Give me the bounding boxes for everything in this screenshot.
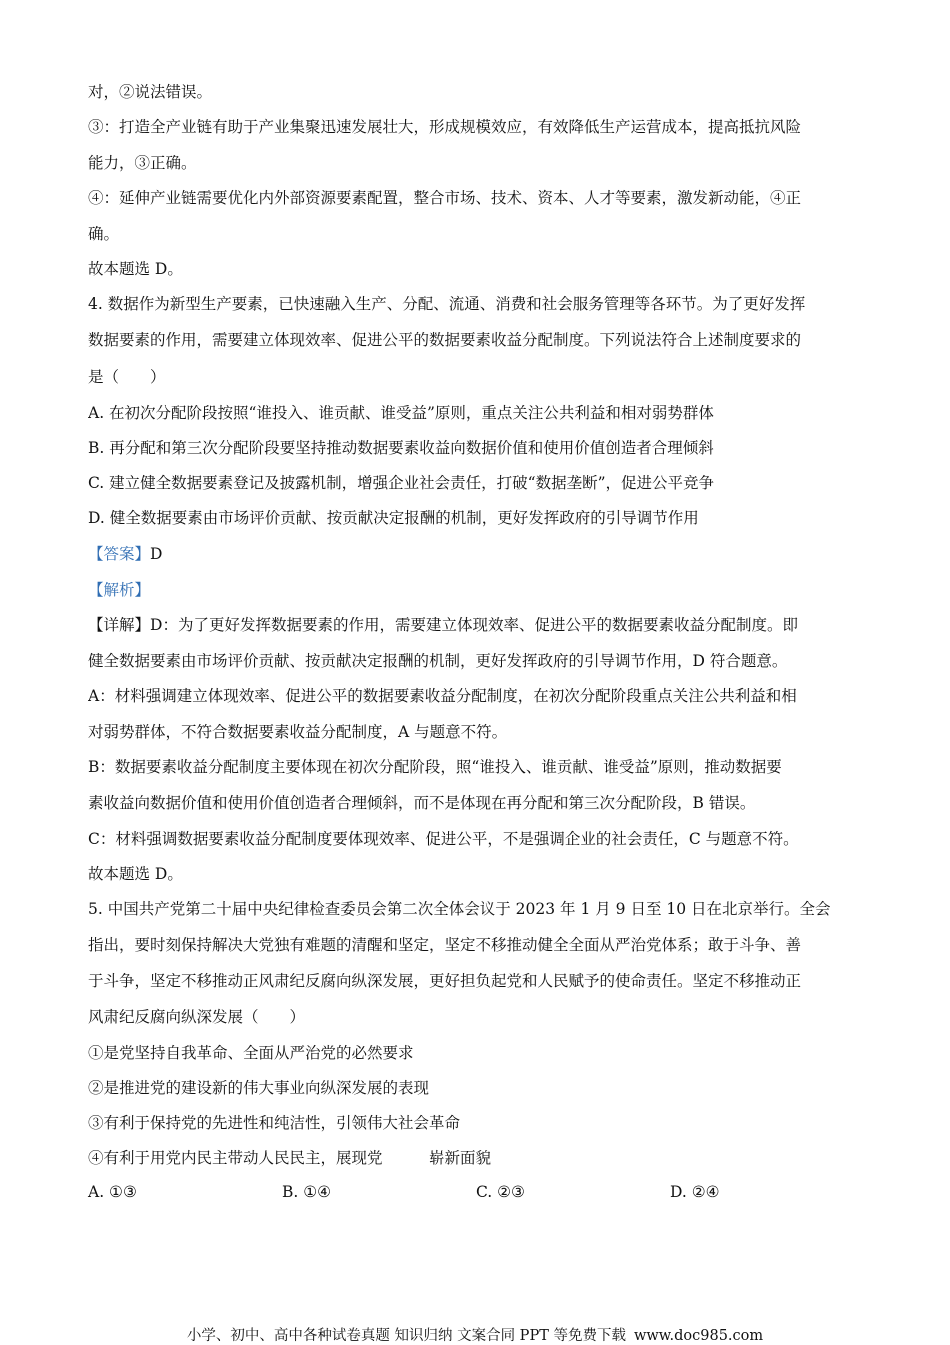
text-line: A：材料强调建立体现效率、促进公平的数据要素收益分配制度，在初次分配阶段重点关注公共利益和相 bbox=[88, 687, 797, 705]
question-5-stem: 指出，要时刻保持解决大党独有难题的清醒和坚定，坚定不移推动健全全面从严治党体系；敢于斗争、善 bbox=[88, 936, 802, 954]
statement-2: ②是推进党的建设新的伟大事业向纵深发展的表现 bbox=[88, 1079, 430, 1097]
answer-value: D bbox=[150, 545, 163, 563]
question-5-stem: 风肃纪反腐向纵深发展（ ） bbox=[88, 1008, 306, 1026]
analysis-tag: 【解析】 bbox=[88, 581, 151, 599]
text-line: 能力，③正确。 bbox=[88, 154, 197, 172]
text-line: 对，②说法错误。 bbox=[88, 83, 213, 101]
choice-d: D. ②④ bbox=[670, 1183, 720, 1201]
text-line: 健全数据要素由市场评价贡献、按贡献决定报酬的机制，更好发挥政府的引导调节作用，D 符合题意。 bbox=[88, 652, 788, 670]
text-line: C：材料强调数据要素收益分配制度要体现效率、促进公平，不是强调企业的社会责任，C 与题意不符。 bbox=[88, 830, 799, 848]
text-line: B：数据要素收益分配制度主要体现在初次分配阶段，照“谁投入、谁贡献、谁受益”原则，推动数据要 bbox=[88, 758, 782, 776]
footer-text: 小学、初中、高中各种试卷真题 知识归纳 文案合同 PPT 等免费下载 bbox=[186, 1328, 626, 1344]
question-4-stem: 4. 数据作为新型生产要素，已快速融入生产、分配、流通、消费和社会服务管理等各环节。为了更好发挥 bbox=[88, 295, 806, 313]
option-b: B. 再分配和第三次分配阶段要坚持推动数据要素收益向数据价值和使用价值创造者合理倾斜 bbox=[88, 439, 714, 457]
question-5-stem: 于斗争，坚定不移推动正风肃纪反腐向纵深发展，更好担负起党和人民赋予的使命责任。坚定不移推动正 bbox=[88, 972, 802, 990]
statement-3: ③有利于保持党的先进性和纯洁性，引领伟大社会革命 bbox=[88, 1114, 461, 1132]
detail-line bbox=[88, 615, 868, 635]
text-line: 故本题选 D。 bbox=[88, 260, 183, 278]
detail-tag: 【详解】 bbox=[88, 616, 151, 634]
choice-c: C. ②③ bbox=[476, 1183, 525, 1201]
option-c: C. 建立健全数据要素登记及披露机制，增强企业社会责任，打破“数据垄断”，促进公平竞争 bbox=[88, 474, 715, 492]
text-line: 故本题选 D。 bbox=[88, 865, 183, 883]
answer-line bbox=[88, 544, 868, 564]
text-line: 素收益向数据价值和使用价值创造者合理倾斜，而不是体现在再分配和第三次分配阶段，B 错误。 bbox=[88, 794, 756, 812]
choice-b: B. ①④ bbox=[282, 1183, 332, 1201]
text-line: ③：打造全产业链有助于产业集聚迅速发展壮大，形成规模效应，有效降低生产运营成本，提高抵抗风险 bbox=[88, 118, 802, 136]
page-footer bbox=[0, 1324, 950, 1345]
footer-link[interactable]: www.doc985.com bbox=[633, 1328, 764, 1344]
option-a: A. 在初次分配阶段按照“谁投入、谁贡献、谁受益”原则，重点关注公共利益和相对弱势群体 bbox=[88, 404, 714, 422]
choice-a: A. ①③ bbox=[88, 1183, 137, 1201]
question-4-stem: 是（ ） bbox=[88, 368, 166, 386]
analysis-line bbox=[88, 580, 868, 600]
text-line: 确。 bbox=[88, 225, 120, 243]
text-line: 对弱势群体，不符合数据要素收益分配制度，A 与题意不符。 bbox=[88, 723, 508, 741]
detail-text: D：为了更好发挥数据要素的作用，需要建立体现效率、促进公平的数据要素收益分配制度。即 bbox=[150, 616, 798, 634]
answer-tag: 【答案】 bbox=[88, 545, 151, 563]
text-line: ④：延伸产业链需要优化内外部资源要素配置，整合市场、技术、资本、人才等要素，激发新动能，④正 bbox=[88, 189, 802, 207]
question-5-stem: 5. 中国共产党第二十届中央纪律检查委员会第二次全体会议于 2023 年 1 月 9 日至 10 日在北京举行。全会 bbox=[88, 900, 831, 918]
statement-4: ④有利于用党内民主带动人民民主，展现党 崭新面貌 bbox=[88, 1149, 492, 1167]
statement-1: ①是党坚持自我革命、全面从严治党的必然要求 bbox=[88, 1044, 414, 1062]
option-d: D. 健全数据要素由市场评价贡献、按贡献决定报酬的机制，更好发挥政府的引导调节作用 bbox=[88, 509, 699, 527]
question-4-stem: 数据要素的作用，需要建立体现效率、促进公平的数据要素收益分配制度。下列说法符合上述制度要求的 bbox=[88, 331, 802, 349]
